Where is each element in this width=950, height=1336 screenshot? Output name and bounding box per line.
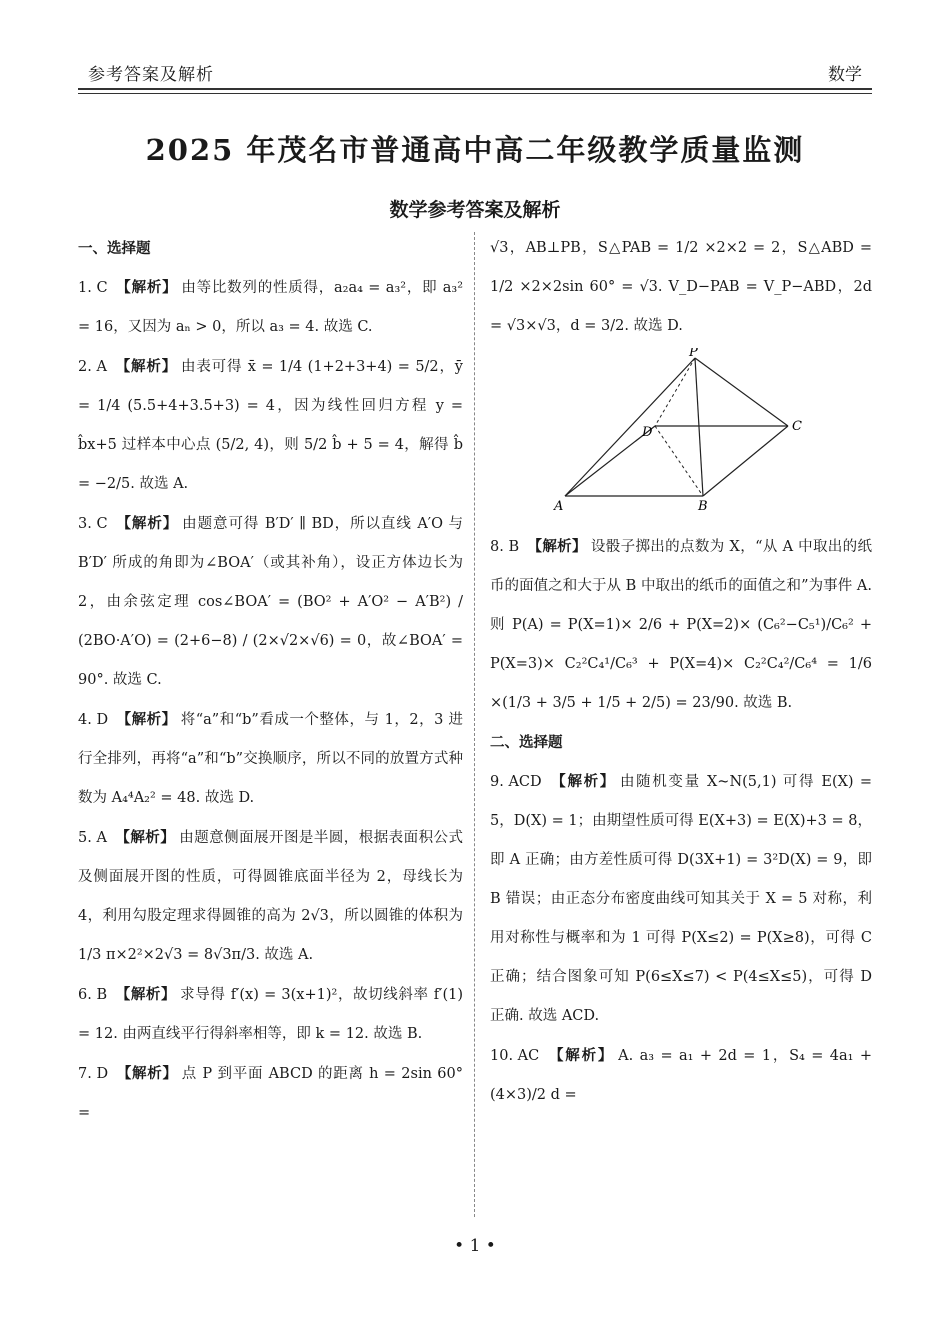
question-item — [78, 268, 463, 347]
question-number: 10. AC — [490, 1048, 540, 1064]
pyramid-diagram — [490, 348, 872, 523]
question-number: 7. D — [78, 1066, 109, 1082]
analysis-text: 设骰子掷出的点数为 X，“从 A 中取出的纸币的面值之和大于从 B 中取出的纸币的面值之和”为事件 A. 则 P(A) = P(X=1)× 2/6 + P(X=2)× (C₆²−C₅¹)/C₆² + P(X=3)× C₂²C₄¹/C₆³ + P(X=4)× C₂²C₄²/C₆⁴ = 1/6 ×(1/3 + 3/5 + 1/5 + 2/5) = 23/90. 故选 B. — [490, 539, 872, 711]
page-title: 2025 年茂名市普通高中高二年级教学质量监测 — [145, 133, 805, 167]
analysis-tag: 【解析】 — [115, 515, 179, 532]
label-c: C — [792, 419, 802, 434]
page-subtitle: 数学参考答案及解析 — [389, 199, 561, 221]
header-left: 参考答案及解析 — [88, 65, 214, 85]
question-item — [78, 504, 463, 700]
question-list-left — [78, 268, 463, 1133]
analysis-text: 点 P 到平面 ABCD 的距离 h = 2sin 60° = — [78, 1066, 464, 1121]
analysis-tag: 【解析】 — [116, 711, 177, 728]
question-item — [490, 527, 872, 723]
question-list-right — [490, 527, 872, 723]
question-item — [78, 347, 463, 504]
question-number: 2. A — [78, 359, 107, 375]
analysis-tag: 【解析】 — [547, 1047, 615, 1064]
analysis-text: 由随机变量 X~N(5,1) 可得 E(X) = 5，D(X) = 1；由期望性质可得 E(X+3) = E(X)+3 = 8，即 A 正确；由方差性质可得 D(3X+1) = 3²D(X) = 9，即 B 错误；由正态分布密度曲线可知其关于 X = 5 对称，利用对称性与概率和为 1 可得 P(X≤2) = P(X≥8)，可得 C 正确；结合图象可知 P(6≤X≤7) < P(4≤X≤5)，可得 D 正确. 故选 ACD. — [490, 774, 873, 1024]
analysis-tag: 【解析】 — [114, 829, 176, 846]
label-a: A — [554, 499, 564, 514]
question-item — [490, 762, 872, 1036]
question-item — [78, 1054, 463, 1133]
question-number: 5. A — [78, 830, 107, 846]
analysis-text: A. a₃ = a₁ + 2d = 1，S₄ = 4a₁ + (4×3)/2 d = — [490, 1048, 873, 1103]
left-column — [78, 229, 463, 1133]
label-b: B — [698, 499, 708, 514]
edge-pa — [565, 358, 695, 496]
analysis-text: 由题意侧面展开图是半圆，根据表面积公式及侧面展开图的性质，可得圆锥底面半径为 2，母线长为 4，利用勾股定理求得圆锥的高为 2√3，所以圆锥的体积为 1/3 π×2²×2√3 = 8√3π/3. 故选 A. — [78, 830, 464, 963]
analysis-tag: 【解析】 — [549, 773, 616, 790]
analysis-text: 由题意可得 B′D′ ∥ BD，所以直线 A′O 与 B′D′ 所成的角即为∠BOA′（或其补角），设正方体边长为 2，由余弦定理 cos∠BOA′ = (BO² + A′O² − A′B²) / (2BO·A′O) = (2+6−8) / (2×√2×√6) = 0，故∠BOA′ = 90°. 故选 C. — [78, 516, 463, 688]
header-rule-thin — [78, 93, 872, 94]
analysis-text: 将“a”和“b”看成一个整体，与 1，2，3 进行全排列，再将“a”和“b”交换顺序，所以不同的放置方式种数为 A₄⁴A₂² = 48. 故选 D. — [78, 712, 464, 806]
analysis-text: 由表可得 x̄ = 1/4 (1+2+3+4) = 5/2，ȳ = 1/4 (5.5+4+3.5+3) = 4，因为线性回归方程 y = b̂x+5 过样本中心点 (5/2, 4)，则 5/2 b̂ + 5 = 4，解得 b̂ = −2/5. 故选 A. — [78, 359, 463, 492]
question-number: 1. C — [78, 280, 108, 296]
edge-pb — [695, 358, 703, 496]
q7-continuation: √3，AB⊥PB，S△PAB = 1/2 ×2×2 = 2，S△ABD = 1/2 ×2×2sin 60° = √3. V_D−PAB = V_P−ABD，2d = √3×√3，d = 3/2. 故选 D. — [490, 240, 872, 334]
question-number: 4. D — [78, 712, 109, 728]
edge-db — [655, 426, 703, 496]
edge-pd — [655, 358, 695, 426]
edge-pc — [695, 358, 788, 426]
question-item — [78, 818, 463, 975]
right-column — [490, 229, 872, 1115]
section-heading-choice: 一、选择题 — [78, 240, 151, 257]
label-p: P — [689, 348, 698, 360]
header-rule — [78, 88, 872, 90]
analysis-tag: 【解析】 — [115, 986, 177, 1003]
question-list-right-2 — [490, 762, 872, 1115]
edge-bc — [703, 426, 788, 496]
question-number: 8. B — [490, 539, 520, 555]
question-number: 3. C — [78, 516, 108, 532]
section-heading-multi: 二、选择题 — [490, 734, 563, 751]
analysis-tag: 【解析】 — [527, 538, 587, 555]
question-item — [78, 975, 463, 1054]
analysis-tag: 【解析】 — [115, 279, 178, 296]
header-right: 数学 — [828, 65, 862, 85]
analysis-text: 求导得 f′(x) = 3(x+1)²，故切线斜率 f′(1) = 12. 由两直线平行得斜率相等，即 k = 12. 故选 B. — [78, 987, 464, 1042]
question-item — [490, 1036, 872, 1115]
analysis-tag: 【解析】 — [116, 1065, 178, 1082]
question-number: 9. ACD — [490, 774, 542, 790]
label-d: D — [642, 425, 653, 440]
question-number: 6. B — [78, 987, 108, 1003]
column-divider — [474, 232, 475, 1217]
analysis-tag: 【解析】 — [114, 358, 178, 375]
question-item — [78, 700, 463, 818]
page-number: • 1 • — [454, 1236, 496, 1256]
analysis-text: 由等比数列的性质得，a₂a₄ = a₃²，即 a₃² = 16，又因为 aₙ > 0，所以 a₃ = 4. 故选 C. — [78, 280, 464, 335]
pyramid-figure — [490, 348, 872, 523]
